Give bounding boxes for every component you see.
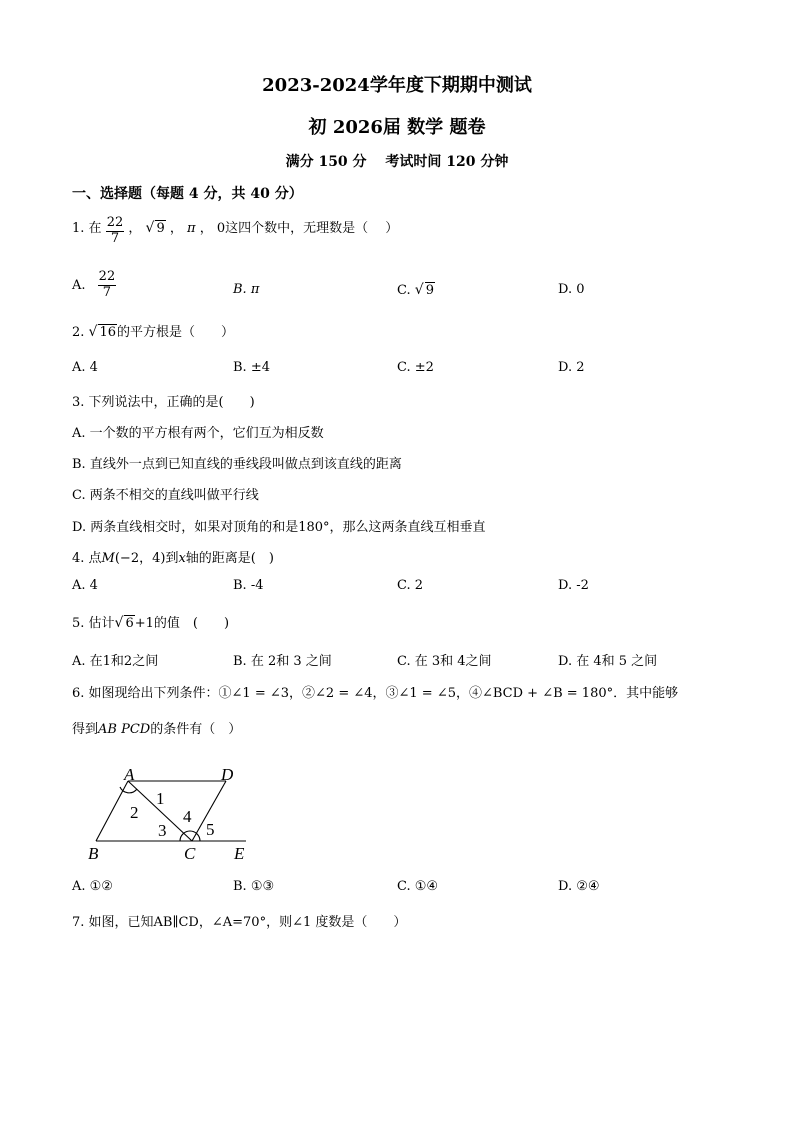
q4-coord: (−2，4)到 (114, 551, 179, 566)
q5-sqrt-arg: 6 (125, 616, 134, 631)
sqrt-icon: √ (88, 324, 98, 340)
q5-post: 的值 ( ) (153, 616, 230, 631)
label-angle-5: 5 (206, 820, 215, 839)
q2-sqrt-arg: 16 (99, 325, 117, 340)
q3-option-a: A. 一个数的平方根有两个，它们互为相反数 (72, 426, 324, 441)
q1-pi: π (187, 220, 196, 236)
q4-prefix: 4. 点 (72, 551, 102, 566)
q6-option-a: A. ①② (72, 879, 113, 894)
question-6-line2 (72, 718, 241, 737)
q5-prefix: 5. 估计 (72, 616, 115, 631)
question-2 (72, 321, 234, 340)
q2-number: 2. (72, 325, 85, 340)
sqrt-icon: √ (414, 282, 424, 298)
q6-line2-post: 的条件有（ ） (150, 722, 242, 737)
q1-sep2: ， (169, 220, 183, 236)
question-4 (72, 547, 274, 566)
q2-post: 的平方根是（ ） (117, 325, 235, 340)
q4-option-a: A. 4 (72, 578, 98, 593)
q5-option-c: C. 在 3和 4之间 (397, 654, 492, 669)
exam-title: 2023-2024学年度下期期中测试 (262, 75, 532, 96)
q6-option-d: D. ②④ (558, 879, 600, 894)
q5-plus: +1 (134, 616, 154, 631)
q6-figure (80, 762, 260, 862)
exam-info: 满分 150 分 考试时间 120 分钟 (285, 154, 509, 170)
label-point-c: C (184, 844, 196, 862)
section-heading: 一、选择题（每题 4 分，共 40 分） (72, 186, 303, 202)
segment-ab (96, 781, 128, 841)
label-point-d: D (221, 765, 234, 784)
label-angle-4: 4 (183, 807, 192, 826)
q1-option-a-fraction (98, 270, 117, 301)
q5-option-d: D. 在 4和 5 之间 (558, 654, 658, 669)
label-point-a: A (124, 765, 135, 784)
question-1 (72, 216, 398, 247)
q1-option-a-label: A. (72, 277, 86, 293)
q1-frac-den: 7 (110, 230, 120, 246)
q3-option-d: D. 两条直线相交时，如果对顶角的和是180°，那么这两条直线互相垂直 (72, 520, 486, 535)
q1-frac-num: 22 (106, 215, 124, 230)
question-7: 7. 如图，已知AB∥CD，∠A=70°，则∠1 度数是（ ） (72, 915, 407, 930)
q3-option-c: C. 两条不相交的直线叫做平行线 (72, 488, 259, 503)
q1-option-c-arg: 9 (425, 283, 434, 298)
label-angle-3: 3 (158, 821, 167, 840)
q6-line2-pre: 得到 (72, 722, 99, 737)
label-point-b: B (88, 844, 99, 862)
q1-post: 这四个数中，无理数是（ ） (225, 220, 399, 236)
q1-fraction (106, 216, 125, 247)
q5-option-a: A. 在1和2之间 (72, 654, 159, 669)
label-angle-2: 2 (130, 803, 139, 822)
q4-point-m: M (101, 551, 115, 566)
q4-post: 轴的距离是( ) (185, 551, 274, 566)
q1-option-a-den: 7 (102, 284, 112, 300)
question-3: 3. 下列说法中，正确的是( ) (72, 395, 255, 410)
q6-option-b: B. ①③ (233, 879, 275, 894)
q5-option-b: B. 在 2和 3 之间 (233, 654, 332, 669)
q1-option-a-num: 22 (98, 269, 116, 284)
q6-option-c: C. ①④ (397, 879, 439, 894)
q6-line2-rel: AB PCD (98, 722, 151, 737)
q1-sqrt-arg: 9 (156, 220, 165, 236)
q4-option-b: B. -4 (233, 578, 264, 593)
q2-option-d: D. 2 (558, 360, 585, 375)
q1-sep1: ， (128, 220, 142, 236)
q1-prefix: 1. 在 (72, 220, 102, 236)
exam-subtitle: 初 2026届 数学 题卷 (308, 117, 486, 138)
q4-option-d: D. -2 (558, 578, 589, 593)
q1-option-d: D. 0 (558, 282, 585, 297)
label-angle-1: 1 (156, 789, 165, 808)
q1-sep3: ， (199, 220, 213, 236)
sqrt-icon: √ (145, 219, 155, 236)
q1-option-c (397, 282, 435, 298)
q1-option-c-label: C. (397, 283, 411, 298)
label-point-e: E (234, 844, 245, 862)
q1-option-a (72, 270, 116, 301)
question-5 (72, 612, 229, 631)
q4-option-c: C. 2 (397, 578, 424, 593)
q2-option-a: A. 4 (72, 360, 98, 375)
sqrt-icon: √ (114, 615, 124, 631)
q2-option-b: B. ±4 (233, 360, 270, 375)
q3-option-b: B. 直线外一点到已知直线的垂线段叫做点到该直线的距离 (72, 457, 402, 472)
q2-option-c: C. ±2 (397, 360, 434, 375)
q1-zero: 0 (216, 220, 226, 236)
q1-option-b: B. π (233, 282, 260, 297)
question-6-line1: 6. 如图现给出下列条件：①∠1 = ∠3，②∠2 = ∠4，③∠1 = ∠5，④∠BCD + ∠B = 180°．其中能够 (72, 686, 679, 701)
q4-x: x (178, 551, 186, 566)
